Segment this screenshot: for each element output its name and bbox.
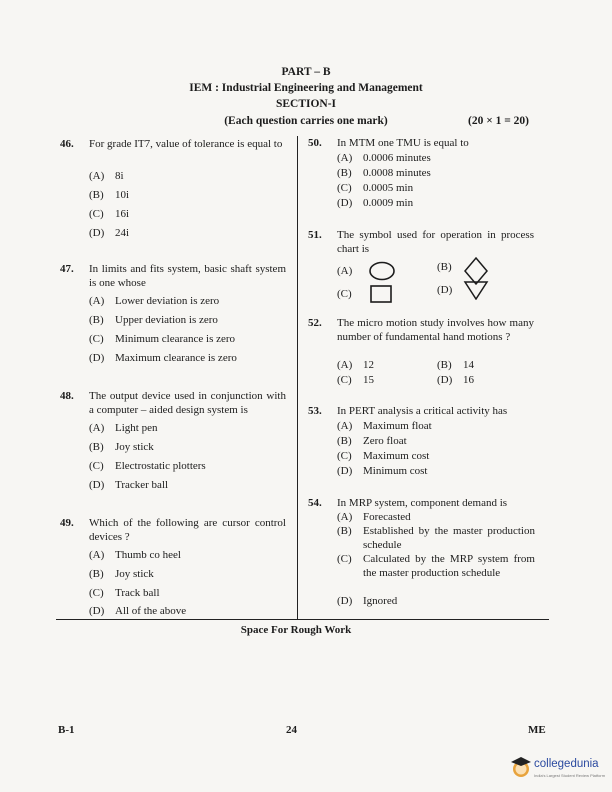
option-a[interactable]: (A) [337, 261, 398, 281]
page-number: 24 [286, 724, 297, 736]
question-number: 51. [308, 229, 322, 241]
question-number: 54. [308, 497, 322, 509]
option-d[interactable]: (D) 0.0009 min [337, 197, 414, 209]
option-c[interactable]: (C) 16i [89, 208, 130, 220]
question-text: In MRP system, component demand is [337, 497, 508, 509]
question-number: 49. [60, 517, 74, 529]
option-a[interactable]: (A) Maximum float [337, 420, 432, 432]
option-d[interactable]: (D) All of the above [89, 605, 187, 617]
question-number: 53. [308, 405, 322, 417]
question-text: Which of the following are cursor control devices ? [89, 517, 286, 543]
question-text: In MTM one TMU is equal to [337, 137, 469, 149]
option-c[interactable]: (C) Maximum cost [337, 450, 430, 462]
option-d[interactable]: (D) Maximum clearance is zero [89, 352, 237, 364]
collegedunia-logo [510, 752, 606, 786]
option-a[interactable]: (A) Lower deviation is zero [89, 295, 220, 307]
question-number: 52. [308, 317, 322, 329]
graduate-cap-icon [510, 756, 532, 778]
option-d[interactable]: (D) [437, 284, 453, 296]
option-b[interactable]: (B) Established by the master production schedule [337, 525, 535, 551]
option-d[interactable]: (D) Minimum cost [337, 465, 428, 477]
option-a[interactable]: (A) 8i [89, 170, 124, 182]
option-c[interactable]: (C) 15 [337, 374, 374, 386]
option-d[interactable]: (D) Tracker ball [89, 479, 169, 491]
option-b[interactable]: (B) Zero float [337, 435, 407, 447]
booklet-code: B-1 [58, 724, 75, 736]
option-a[interactable]: (A) 0.0006 minutes [337, 152, 431, 164]
option-c[interactable]: (C) Minimum clearance is zero [89, 333, 236, 345]
option-d[interactable]: (D) 24i [89, 227, 130, 239]
question-text: In PERT analysis a critical activity has [337, 405, 508, 417]
part-title: PART – B [281, 66, 331, 78]
question-text: The output device used in conjunction with a computer – aided design system is [89, 390, 286, 416]
option-b[interactable]: (B) 0.0008 minutes [337, 167, 431, 179]
circle-symbol-icon [368, 261, 398, 281]
option-b[interactable]: (B) Joy stick [89, 568, 154, 580]
square-symbol-icon [368, 284, 398, 304]
option-a[interactable]: (A) Forecasted [337, 511, 411, 523]
marks-total: (20 × 1 = 20) [468, 115, 530, 127]
option-c[interactable]: (C) [337, 284, 398, 304]
subject-title: IEM : Industrial Engineering and Management [189, 82, 423, 94]
option-c[interactable]: (C) Calculated by the MRP system from the master production schedule [337, 553, 535, 579]
brand-name: collegedunia [534, 758, 599, 770]
option-b[interactable]: (B) Upper deviation is zero [89, 314, 218, 326]
question-number: 48. [60, 390, 74, 402]
option-a[interactable]: (A) Light pen [89, 422, 158, 434]
option-c[interactable]: (C) Track ball [89, 587, 160, 599]
diamond-and-triangle-symbol-icon [463, 256, 489, 300]
bottom-rule [56, 619, 549, 620]
option-d[interactable]: (D) Ignored [337, 595, 398, 607]
option-b[interactable]: (B) 14 [437, 359, 474, 371]
option-b[interactable]: (B) [437, 261, 452, 273]
paper-code: ME [528, 724, 546, 736]
option-c[interactable]: (C) Electrostatic plotters [89, 460, 206, 472]
question-number: 47. [60, 263, 74, 275]
option-b[interactable]: (B) 10i [89, 189, 130, 201]
question-text: The micro motion study involves how many number of fundamental hand motions ? [337, 317, 534, 343]
question-text: In limits and fits system, basic shaft system is one whose [89, 263, 286, 289]
option-d[interactable]: (D) 16 [437, 374, 474, 386]
marks-instruction: (Each question carries one mark) [224, 115, 388, 127]
question-number: 50. [308, 137, 322, 149]
option-b[interactable]: (B) Joy stick [89, 441, 154, 453]
section-title: SECTION-I [275, 98, 337, 110]
question-number: 46. [60, 138, 74, 150]
brand-tagline: India's Largest Student Review Platform [534, 773, 606, 778]
question-text: The symbol used for operation in process chart is [337, 229, 534, 255]
option-a[interactable]: (A) 12 [337, 359, 374, 371]
option-c[interactable]: (C) 0.0005 min [337, 182, 414, 194]
option-a[interactable]: (A) Thumb co heel [89, 549, 181, 561]
column-divider [297, 136, 298, 619]
rough-work-label: Space For Rough Work [240, 624, 352, 636]
question-text: For grade IT7, value of tolerance is equal to [89, 138, 283, 150]
